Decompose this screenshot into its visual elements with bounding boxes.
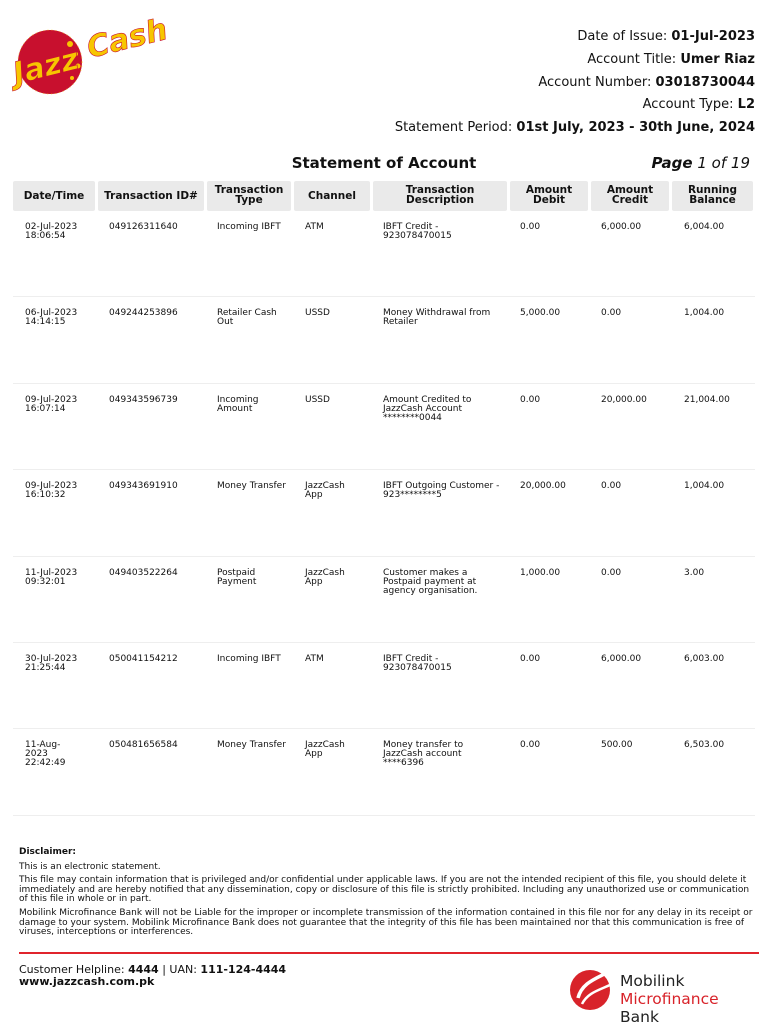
jazzcash-logo	[12, 14, 184, 98]
col-header-amount-debit: Amount Debit	[510, 181, 588, 211]
cell-datetime: 06-Jul-2023 14:14:15	[25, 308, 78, 328]
mobilink-icon	[568, 964, 616, 1012]
cell-channel: JazzCash App	[305, 740, 345, 760]
cell-channel: USSD	[305, 308, 330, 319]
cell-transaction-type: Postpaid Payment	[217, 567, 257, 587]
cell-amount-credit: 500.00	[601, 740, 633, 751]
cell-transaction-id: 050481656584	[109, 740, 178, 751]
cell-datetime: 09-Jul-2023 16:10:32	[25, 481, 78, 501]
cell-description: Amount Credited to JazzCash Account ********0044	[383, 394, 472, 423]
cell-transaction-type: Retailer Cash Out	[217, 308, 277, 328]
col-header-running-balance: Running Balance	[672, 181, 753, 211]
cell-transaction-type: Money Transfer	[217, 481, 286, 492]
table-row	[13, 557, 755, 643]
cell-transaction-id: 049244253896	[109, 308, 178, 319]
mobilink-bank-logo	[568, 964, 760, 1024]
cell-datetime: 11-Aug-2023 22:42:49	[25, 740, 66, 769]
col-header-transaction-type: Transaction Type	[207, 181, 291, 211]
cell-description: IBFT Outgoing Customer - 923********5	[383, 481, 500, 501]
cell-amount-credit: 0.00	[601, 481, 622, 492]
page-indicator: Page 1 of 19	[651, 154, 750, 172]
cell-running-balance: 6,503.00	[684, 740, 725, 751]
cell-transaction-id: 049403522264	[109, 567, 178, 578]
disclaimer-text: Mobilink Microfinance Bank will not be Liable for the improper or incomplete transmission of the information contained in this file nor for any delay in its receipt or damage to your system. Mobilink Microfinance Bank does not guarantee that the integrity of this file has been maintained nor that this communication is free of viruses, interceptions or interferences.	[19, 907, 753, 938]
cell-channel: ATM	[305, 653, 324, 664]
col-header-amount-credit: Amount Credit	[591, 181, 669, 211]
cell-amount-credit: 6,000.00	[601, 222, 642, 232]
account-info	[395, 26, 755, 140]
cell-amount-debit: 20,000.00	[520, 481, 566, 492]
account-number: Account Number: 03018730044	[538, 74, 755, 90]
table-row	[13, 384, 755, 470]
cell-running-balance: 3.00	[684, 567, 705, 578]
cell-description: Money Withdrawal from Retailer	[383, 308, 491, 328]
col-header-channel: Channel	[294, 181, 370, 211]
cell-description: Customer makes a Postpaid payment at agency organisation.	[383, 567, 478, 596]
cell-amount-debit: 5,000.00	[520, 308, 561, 319]
col-header-transaction-id: Transaction ID#	[98, 181, 204, 211]
statement-period: Statement Period: 01st July, 2023 - 30th June, 2024	[394, 120, 755, 136]
table-row	[13, 297, 755, 383]
account-type: Account Type: L2	[642, 97, 755, 113]
cell-transaction-id: 049343596739	[109, 394, 178, 405]
svg-text:Cash: Cash	[83, 14, 171, 66]
cell-datetime: 30-Jul-2023 21:25:44	[25, 653, 78, 673]
cell-channel: JazzCash App	[305, 567, 345, 587]
footer-divider	[19, 952, 759, 954]
cell-transaction-id: 049126311640	[109, 222, 178, 232]
date-of-issue: Date of Issue: 01-Jul-2023	[577, 29, 755, 44]
cell-transaction-id: 049343691910	[109, 481, 178, 492]
cell-amount-credit: 0.00	[601, 567, 622, 578]
cell-transaction-type: Incoming IBFT	[217, 222, 281, 232]
statement-title: Statement of Account	[291, 154, 477, 172]
cell-channel: ATM	[305, 222, 324, 232]
cell-running-balance: 21,004.00	[684, 394, 730, 405]
cell-channel: JazzCash App	[305, 481, 345, 501]
table-row	[13, 729, 755, 815]
website-link[interactable]: www.jazzcash.com.pk	[19, 975, 155, 988]
col-header-description: Transaction Description	[373, 181, 507, 211]
cell-description: IBFT Credit - 923078470015	[383, 653, 452, 673]
cell-amount-credit: 20,000.00	[601, 394, 647, 405]
table-row	[13, 211, 755, 297]
bank-name-line1: Mobilink	[620, 972, 685, 990]
cell-running-balance: 6,004.00	[684, 222, 725, 232]
cell-running-balance: 6,003.00	[684, 653, 725, 664]
cell-amount-debit: 0.00	[520, 653, 541, 664]
cell-description: IBFT Credit - 923078470015	[383, 222, 452, 241]
helpline: Customer Helpline: 4444 | UAN: 111-124-4444	[19, 963, 287, 976]
bank-name-line2: Microfinance Bank	[620, 990, 719, 1024]
svg-text:Jazz: Jazz	[12, 41, 83, 92]
disclaimer-text: This is an electronic statement.	[19, 861, 161, 872]
account-title: Account Title: Umer Riaz	[587, 51, 755, 67]
cell-channel: USSD	[305, 394, 330, 405]
col-header-datetime: Date/Time	[13, 181, 95, 211]
cell-transaction-type: Money Transfer	[217, 740, 286, 751]
cell-description: Money transfer to JazzCash account ****6396	[383, 740, 464, 769]
cell-amount-debit: 0.00	[520, 222, 541, 232]
cell-datetime: 09-Jul-2023 16:07:14	[25, 394, 78, 414]
cell-transaction-id: 050041154212	[109, 653, 178, 664]
disclaimer	[19, 848, 757, 942]
cell-amount-debit: 1,000.00	[520, 567, 561, 578]
cell-running-balance: 1,004.00	[684, 481, 725, 492]
disclaimer-heading: Disclaimer:	[19, 847, 77, 857]
transactions-table-body	[13, 211, 755, 816]
table-row	[13, 643, 755, 729]
disclaimer-text: This file may contain information that is privileged and/or confidential under applicable laws. If you are not the intended recipient of this file, you should delete it immediately and are hereby notified that any dissemination, copy or disclosure of this file is strictly prohibited. Including any unauthorized use or communication of this file in whole or in part.	[19, 875, 750, 905]
cell-running-balance: 1,004.00	[684, 308, 725, 319]
cell-datetime: 02-Jul-2023 18:06:54	[25, 222, 78, 241]
cell-amount-credit: 6,000.00	[601, 653, 642, 664]
table-row	[13, 470, 755, 556]
cell-amount-debit: 0.00	[520, 394, 541, 405]
cell-datetime: 11-Jul-2023 09:32:01	[25, 567, 78, 587]
footer-contact	[19, 964, 286, 988]
cell-transaction-type: Incoming IBFT	[217, 653, 281, 664]
cell-transaction-type: Incoming Amount	[217, 394, 259, 414]
cell-amount-credit: 0.00	[601, 308, 622, 319]
cell-amount-debit: 0.00	[520, 740, 541, 751]
